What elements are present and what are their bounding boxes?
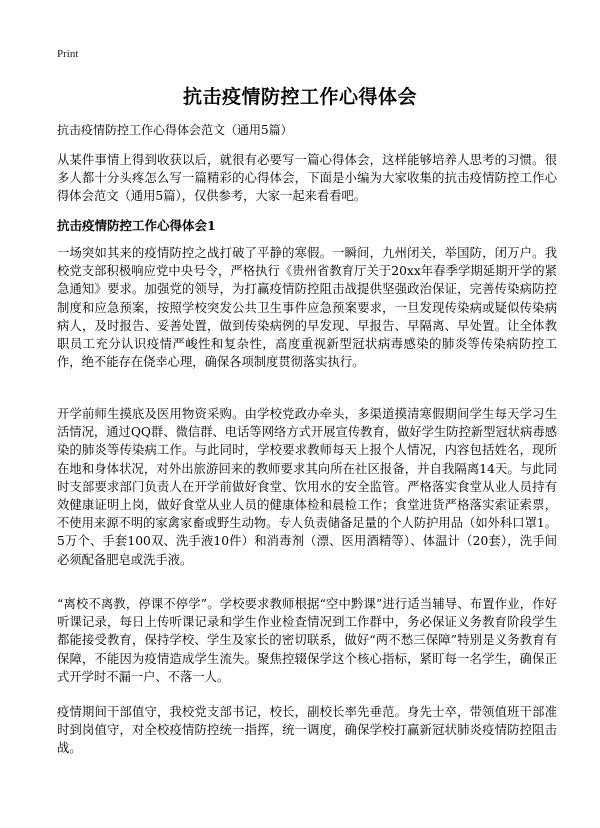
- document-subtitle: 抗击疫情防控工作心得体会范文（通用5篇）: [57, 123, 293, 137]
- intro-paragraph: 从某件事情上得到收获以后，就很有必要写一篇心得体会，这样能够培养人思考的习惯。很多人都十分头疼怎么写一篇精彩的心得体会，下面是小编为大家收集的抗击疫情防控工作心得体会范文（通用5篇），仅供参考，大家一起来看看吧。: [57, 153, 557, 204]
- section-heading: 抗击疫情防控工作心得体会1: [57, 218, 216, 233]
- print-link[interactable]: Print: [57, 48, 79, 60]
- body-paragraph: 开学前师生摸底及医用物资采购。由学校党政办牵头，多渠道摸清寒假期间学生每天学习生活情况，通过QQ群、微信群、电话等网络方式开展宣传教育，做好学生防控新型冠状病毒感染的肺炎等传染病工作。与此同时，学校要求教师每天上报个人情况，内容包括姓名，现所在地和身体状况，对外出旅游回来的教师要求其向所在社区报备，并自我隔离14天。与此同时支部要求部门负责人在开学前做好食堂、饮用水的安全监管。严格落实食堂从业人员持有效健康证明上岗，做好食堂从业人员的健康体检和晨检工作；食堂进货严格落实索证索票，不使用来源不明的家禽家畜或野生动物。专人负责储备足量的个人防护用品（如外科口罩1。5万个、手套100双、洗手液10件）和消毒剂（漂、医用酒精等）、体温计（20套），洗手间必须配备肥皂或洗手液。: [57, 407, 557, 567]
- body-paragraph: “离校不离教，停课不停学”。学校要求教师根据“空中黔课”进行适当辅导、布置作业，作好听课记录，每日上传听课记录和学生作业检查情况到工作群中，务必保证义务教育阶段学生都能接受教育，保持学校、学生及家长的密切联系，做好“两不愁三保障”特别是义务教育有保障，不能因为疫情造成学生流失。聚焦控辍保学这个核心指标，紧盯每一名学生，确保正式开学时不漏一户、不落一人。: [57, 597, 557, 684]
- body-paragraph: 疫情期间干部值守，我校党支部书记，校长，副校长率先垂范。身先士卒，带领值班干部准时到岗值守，对全校疫情防控统一指挥，统一调度，确保学校打赢新冠状肺炎疫情防控阻击战。: [57, 705, 557, 756]
- body-paragraph: 一场突如其来的疫情防控之战打破了平静的寒假。一瞬间，九州闭关，举国防，闭万户。我校党支部积极响应党中央号令，严格执行《贵州省教育厅关于20xx年春季学期延期开学的紧急通知》要求。加强党的领导，为打赢疫情防控阻击战提供坚强政治保证，完善传染病防控制度和应急预案，按照学校突发公共卫生事件应急预案要求，一旦发现传染病或疑似传染病病人，及时报告、妥善处置，做到传染病例的早发现、早报告、早隔离、早处置。让全体教职员工充分认识疫情严峻性和复杂性，高度重视新型冠状病毒感染的肺炎等传染病防控工作，绝不能存在侥幸心理，确保各项制度贯彻落实执行。: [57, 246, 557, 370]
- page-title: 抗击疫情防控工作心得体会: [182, 86, 417, 108]
